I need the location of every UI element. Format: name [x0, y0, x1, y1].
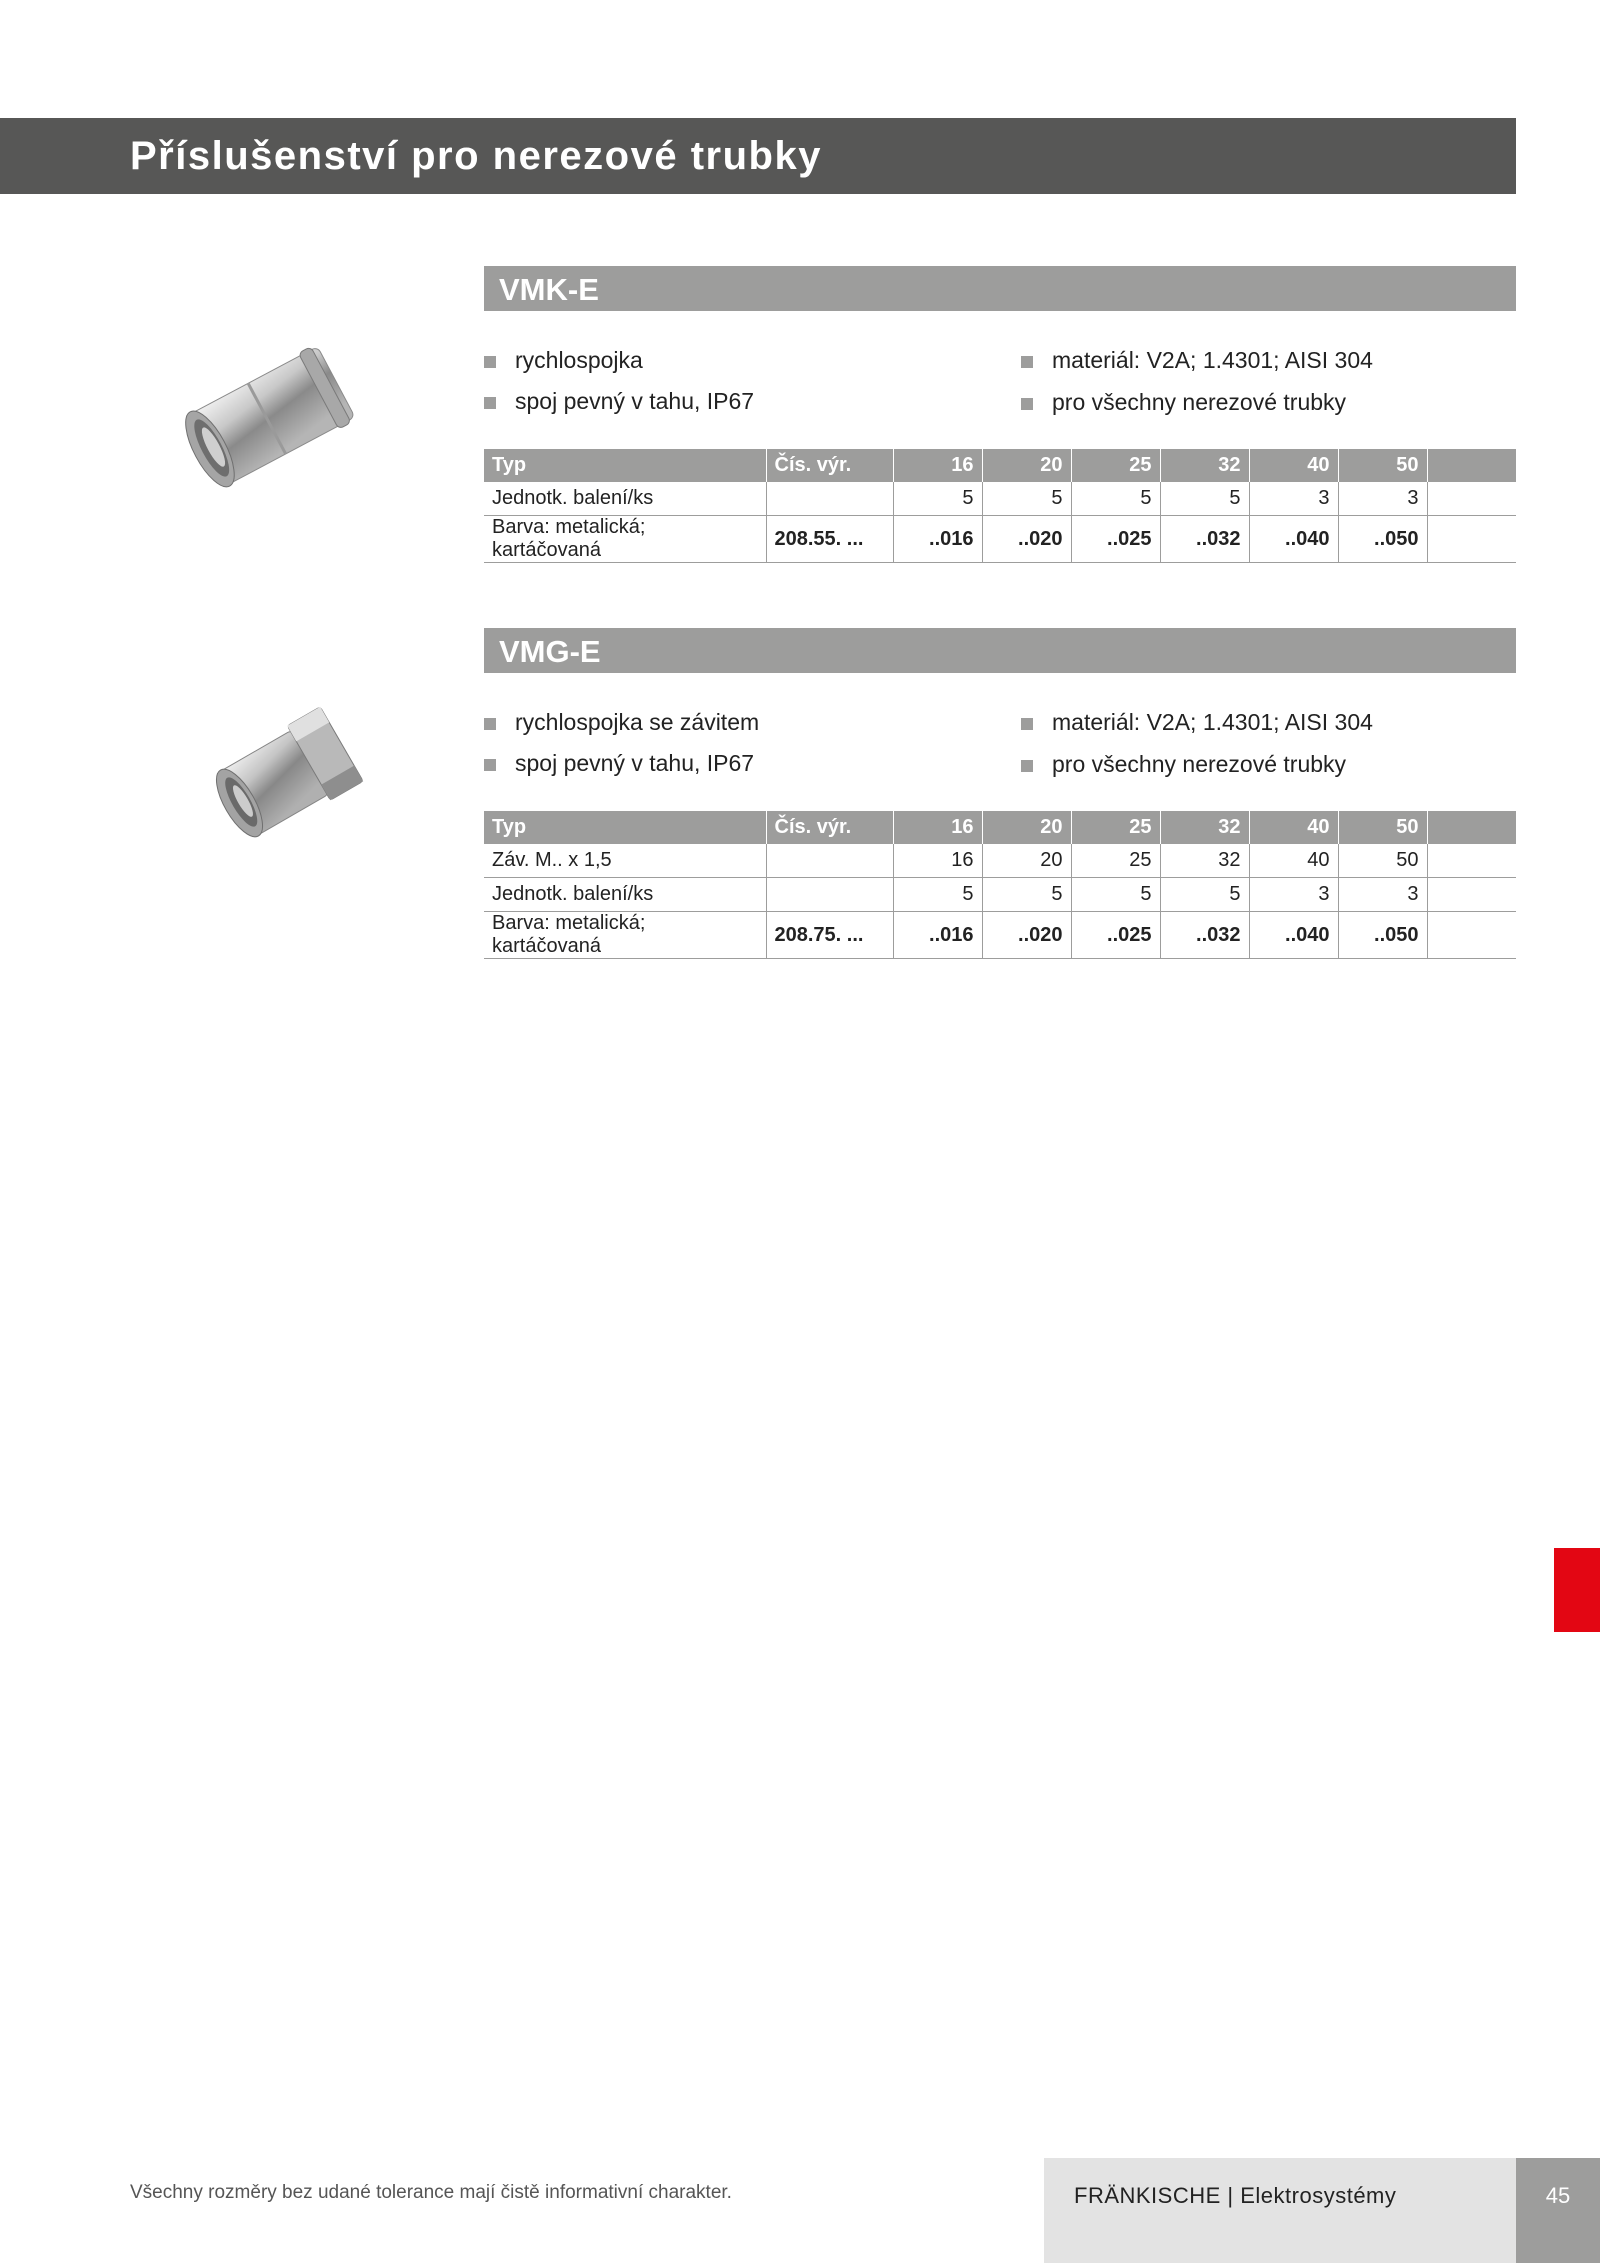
table-cell: 5 — [1071, 482, 1160, 516]
page-number: 45 — [1545, 2183, 1571, 2208]
table-cell: ..020 — [982, 516, 1071, 563]
bullet-square-icon — [1021, 718, 1033, 730]
feature-item — [1021, 709, 1373, 736]
feature-text: materiál: V2A; 1.4301; AISI 304 — [1052, 347, 1373, 373]
spec-table-vmg-e — [484, 811, 1516, 959]
feature-item — [484, 388, 754, 415]
table-cell: ..025 — [1071, 516, 1160, 563]
table-header-row — [484, 811, 1516, 844]
table-row — [484, 844, 1516, 878]
header-cell: 50 — [1338, 811, 1427, 844]
table-cell: 208.75. ... — [766, 912, 893, 959]
product-name: VMG-E — [499, 634, 601, 669]
table-cell — [1427, 516, 1516, 563]
table-cell: Jednotk. balení/ks — [484, 482, 766, 516]
product-name: VMK-E — [499, 272, 599, 307]
table-cell: ..025 — [1071, 912, 1160, 959]
bullet-square-icon — [484, 356, 496, 368]
table-cell: ..016 — [893, 516, 982, 563]
table-row — [484, 482, 1516, 516]
header-cell: 40 — [1249, 811, 1338, 844]
product-header-vmk-e — [484, 266, 1516, 311]
table-cell: Záv. M.. x 1,5 — [484, 844, 766, 878]
page-title: Příslušenství pro nerezové trubky — [130, 134, 822, 178]
feature-text: pro všechny nerezové trubky — [1052, 389, 1347, 415]
header-cell: 32 — [1160, 811, 1249, 844]
table-cell: 208.55. ... — [766, 516, 893, 563]
table-header-row — [484, 449, 1516, 482]
header-cell — [1427, 449, 1516, 482]
table-cell: 20 — [982, 844, 1071, 878]
header-cell: 40 — [1249, 449, 1338, 482]
table-cell: 5 — [1160, 482, 1249, 516]
header-cell: Čís. výr. — [766, 811, 893, 844]
table-row — [484, 878, 1516, 912]
table-cell: ..040 — [1249, 912, 1338, 959]
feature-text: pro všechny nerezové trubky — [1052, 751, 1347, 777]
header-cell: 16 — [893, 811, 982, 844]
bullet-square-icon — [484, 397, 496, 409]
table-cell: 50 — [1338, 844, 1427, 878]
table-cell: 3 — [1338, 878, 1427, 912]
header-cell: 25 — [1071, 811, 1160, 844]
table-cell — [1427, 878, 1516, 912]
feature-item — [1021, 389, 1346, 416]
header-cell: 16 — [893, 449, 982, 482]
table-cell: 5 — [1071, 878, 1160, 912]
header-cell: Čís. výr. — [766, 449, 893, 482]
table-cell: Jednotk. balení/ks — [484, 878, 766, 912]
bullet-square-icon — [1021, 356, 1033, 368]
feature-text: spoj pevný v tahu, IP67 — [515, 388, 755, 414]
table-cell: Barva: metalická; kartáčovaná — [484, 912, 766, 959]
straight-coupling-photo — [170, 322, 370, 512]
table-cell: 32 — [1160, 844, 1249, 878]
table-cell: Barva: metalická; kartáčovaná — [484, 516, 766, 563]
feature-text: materiál: V2A; 1.4301; AISI 304 — [1052, 709, 1373, 735]
table-cell: 3 — [1249, 878, 1338, 912]
table-cell: 5 — [982, 878, 1071, 912]
feature-item — [484, 750, 754, 777]
footer-brand — [1044, 2158, 1516, 2263]
table-row — [484, 912, 1516, 959]
header-cell: 20 — [982, 449, 1071, 482]
table-cell: 5 — [982, 482, 1071, 516]
header-cell: 25 — [1071, 449, 1160, 482]
feature-text: spoj pevný v tahu, IP67 — [515, 750, 755, 776]
table-cell: 3 — [1338, 482, 1427, 516]
table-row — [484, 516, 1516, 563]
table-cell: ..032 — [1160, 516, 1249, 563]
bullet-square-icon — [1021, 760, 1033, 772]
table-cell — [1427, 844, 1516, 878]
table-cell: ..040 — [1249, 516, 1338, 563]
table-cell — [766, 482, 893, 516]
title-bar — [0, 118, 1516, 194]
feature-item — [484, 709, 759, 736]
table-cell — [1427, 912, 1516, 959]
header-cell: 20 — [982, 811, 1071, 844]
header-cell: 32 — [1160, 449, 1249, 482]
header-cell: Typ — [484, 449, 766, 482]
table-cell: 25 — [1071, 844, 1160, 878]
threaded-coupling-photo — [200, 700, 375, 850]
table-cell: ..050 — [1338, 912, 1427, 959]
table-cell: 16 — [893, 844, 982, 878]
spec-table-vmk-e — [484, 449, 1516, 563]
table-cell: 5 — [1160, 878, 1249, 912]
product-header-vmg-e — [484, 628, 1516, 673]
table-cell — [766, 844, 893, 878]
section-tab-marker — [1554, 1548, 1600, 1632]
footer-brand-text: FRÄNKISCHE | Elektrosystémy — [1074, 2183, 1397, 2208]
table-cell: 3 — [1249, 482, 1338, 516]
table-cell — [1427, 482, 1516, 516]
table-cell: ..020 — [982, 912, 1071, 959]
table-cell: 5 — [893, 482, 982, 516]
feature-item — [1021, 347, 1373, 374]
feature-item — [1021, 751, 1346, 778]
table-cell: ..050 — [1338, 516, 1427, 563]
table-cell: ..016 — [893, 912, 982, 959]
header-cell: Typ — [484, 811, 766, 844]
bullet-square-icon — [484, 718, 496, 730]
table-cell — [766, 878, 893, 912]
table-cell: 5 — [893, 878, 982, 912]
footer-note: Všechny rozměry bez udané tolerance mají čistě informativní charakter. — [130, 2182, 732, 2203]
bullet-square-icon — [1021, 398, 1033, 410]
feature-text: rychlospojka se závitem — [515, 709, 760, 735]
header-cell — [1427, 811, 1516, 844]
header-cell: 50 — [1338, 449, 1427, 482]
table-cell: 40 — [1249, 844, 1338, 878]
bullet-square-icon — [484, 759, 496, 771]
feature-text: rychlospojka — [515, 347, 643, 373]
page-number-box — [1516, 2158, 1600, 2263]
table-cell: ..032 — [1160, 912, 1249, 959]
feature-item — [484, 347, 643, 374]
